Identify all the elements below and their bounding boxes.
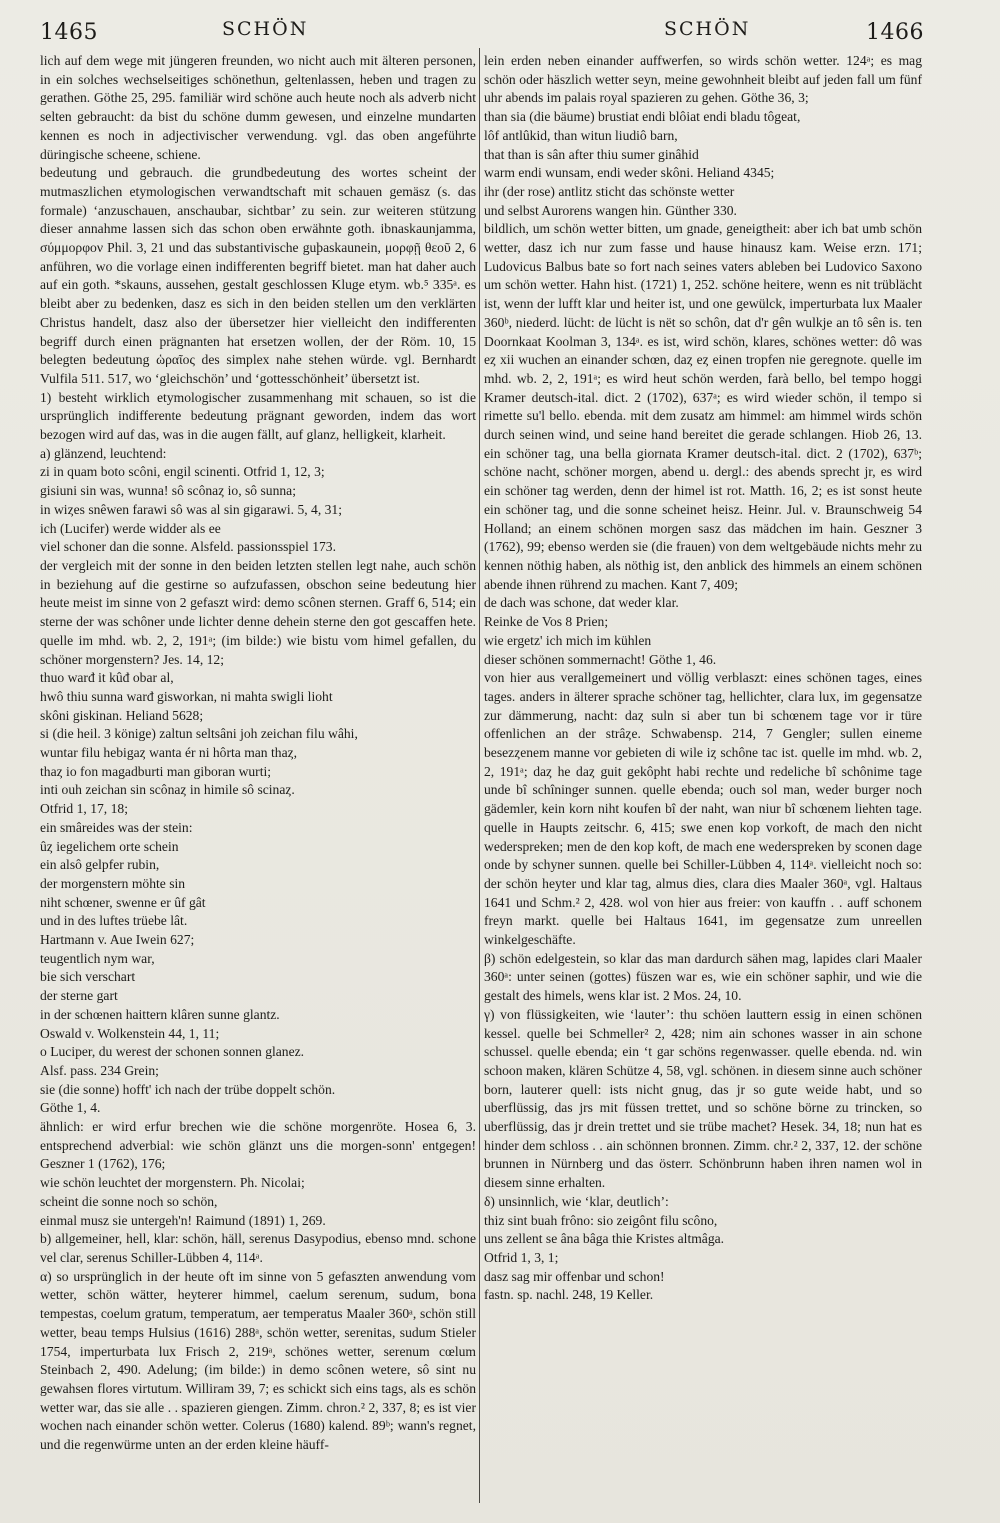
- left-headword: SCHÖN: [222, 18, 309, 40]
- right-column-text: lein erden neben einander auffwerfen, so wirds schön wetter. 124ᵃ; es mag schön oder häszlich wetter seyn, meine gewohnheit bleibt auf jeden fall um fünf uhr abends im palais royal spazieren zu gehen. Göthe 36, 3; than sia (die bäume) brustiat endi blôiat endi bladu tôgeat, lôf antlûkid, than witun liudiô barn, that than is sân after thiu sumer ginâhid warm endi wunsam, endi weder skôni. Heliand 4345; ihr (der rose) antlitz sticht das schönste wetter und selbst Aurorens wangen hin. Günther 330. bildlich, um schön wetter bitten, um gnade, geneigtheit: aber ich bat umb schön wetter, dasz ich nur zum fasse und hause hinausz kam. Weise erzn. 171; Ludovicus Balbus bate so fort nach seines vaters ableben bei Ludovico Saxono um schön wetter. Hahn hist. (1721) 1, 252. schöne heitere, wenn es nit trüblächt ist, wenn der lufft klar und heiter ist, und one gewülck, imperturbata lux Maaler 360ᵇ, niederd. lücht: de lücht is nët so schôn, dat d'r gên wulkje an tô sên is. ten Doornkaat Koolman 3, 134ᵃ. es ist, wird schön, klares, schönes wetter: dô was eȥ xii wuchen an einander schœn, daȥ eȥ einen tropfen nie geregnote. quelle im mhd. wb. 2, 2, 191ᵃ; es wird heut schön werden, farà bello, bel tempo hoggi Kramer deutsch-ital. dict. 2 (1702), 637ᵃ; es wird wieder schön, il tempo si rimette su'l bello. ebenda. mit dem zusatz am himmel: am himmel wirds schön durch seinen wind, und seine hand bereitet die gerade schlangen. Hiob 26, 13. ein schöner tag, una bella giornata Kramer deutsch-ital. dict. 2 (1702), 637ᵇ; schöne nacht, schöner morgen, abend u. dergl.: des abends sprecht jr, es wird ein schöner tag werden, denn der himel ist rot. Matth. 16, 2; es ist sonst heute ein schöner tag, und die sonne scheinet heisz. Heinr. Jul. v. Braunschweig 54 Holland; an einem schönen morgen sasz das mädchen im hain. Geszner 3 (1762), 99; ebenso werden sie (die frauen) von dem weltgebäude nichts mehr zu kennen nöthig haben, als nöthig ist, den anblick des himmels an einem schönen abende ihnen rührend zu machen. Kant 7, 409; de dach was schone, dat weder klar. Reinke de Vos 8 Prien; wie ergetz' ich mich im kühlen dieser schönen sommernacht! Göthe 1, 46. von hier aus verallgemeinert und völlig verblaszt: eines schönen tages, eines tages. anders in älterer sprache schöner tag, hellichter, clara lux, im gegensatze zur dämmerung, nacht: daȥ suln si aber tun bi schœnem tage vor ir türe offenlichen an der strâȥe. Schwabensp. 214, 7 Gengler; sullen eineme besezȥenem manne vor gebieten di wile iȥ schône tac ist. quelle im mhd. wb. 2, 2, 191ᵃ; daȥ he daȥ guit gekôpht habi rechte und redeliche bî schônime tage unde bî schîninger sunnen. quelle ebenda; ouch sol man, weder burger noch gädemler, kein korn niht koufen bî der naht, wan niur bî schœnem liehten tage. quelle in Haupts zeitschr. 6, 415; swe enen kop vorkoft, de mach den nicht wederspreken; men de den kop koft, de mach ene wederspreken by sconen dage onde by schyner sunnen. quelle bei Schiller-Lübben 4, 114ᵃ. vielleicht noch so: der schön heyter und klar tag, almus dies, clara dies Maaler 360ᵃ, vgl. Haltaus 1641 und Schm.² 2, 428. wol von hier aus freier: von kauffn . . auff schonem freyn markt. quelle bei Haltaus 1641, im gegensatze zum unreellen winkelgeschäfte. β) schön edelgestein, so klar das man dardurch sähen mag, lapides clari Maaler 360ᵃ: unter seinen (gottes) füszen war es, wie ein schöner saphir, und wie die gestalt des himels, wens klar ist. 2 Mos. 24, 10. γ) von flüssigkeiten, wie ‘lauter’: thu schöen lauttern essig in einen schönen kessel. quelle bei Schmeller² 2, 428; nim ain schones wasser in ain schone schussel. quelle ebenda; ein ‘t gar schöns regenwasser. quelle ebenda. nd. win schoon maken, klären Schütze 4, 58, vgl. schönen. in diesem sinne auch schöner born, lauterer quell: ists nicht gnug, das jr so gute weide habt, und so uberflüssig, das jrs mit füssen trettet, und so schöne börne zu trincken, so uberflüssig, das jr drein trettet und sie trübe machet? Hesek. 34, 18; nun hat es hinder dem schloss . . ain schönnen bronnen. Zimm. chr.² 2, 337, 12. der schöne brunnen in Nürnberg und das österr. Schönbrunn haben ihren namen wol in diesem sinne erhalten. δ) unsinnlich, wie ‘klar, deutlich’: thiz sint buah frôno: sio zeigônt filu scôno, uns zellent se âna bâga thie Kristes altmâga. Otfrid 1, 3, 1; dasz sag mir offenbar und schon! fastn. sp. nachl. 248, 19 Keller.: [484, 53, 922, 1303]
- left-column-text: lich auf dem wege mit jüngeren freunden, wo nicht auch mit älteren personen, in ein solches wechselseitiges schönethun, geltenlassen, heben und tragen zu gerathen. Göthe 25, 295. familiär wird schöne auch heute noch als adverb nicht selten gebraucht: da bist du schöne dumm gewesen, und einzelne mundarten kennen es noch in adjectivischer verwendung. vgl. das oben angeführte düringische scheene, schiene. bedeutung und gebrauch. die grundbedeutung des wortes scheint der mutmaszlichen etymologischen verwandtschaft mit schauen gemäsz (s. das formale) ‘anzuschauen, anschaubar, sichtbar’ zu sein. zur weiteren stützung dieser annahme lassen sich das schon oben erwähnte goth. ibnaskaunjamma, σύμμορφον Phil. 3, 21 und das substantivische guþaskaunein, μορφῇ θεοῦ 2, 6 anführen, wo die vorlage einen indifferenten begriff bietet. man hat daher auch auf ein goth. *skauns, aussehen, gestalt geschlossen Kluge etym. wb.⁵ 335ᵃ. es bleibt aber zu bedenken, dasz es sich in den beiden stellen um den verklärten Christus handelt, dasz also der übersetzer hier vielleicht den indifferenten begriff durch einen prägnanten hat ersetzen wollen, der der Röm. 10, 15 belegten bedeutung ὡραῖος des simplex nahe stehen würde. vgl. Bernhardt Vulfila 511. 517, wo ‘gleichschön’ und ‘gottesschönheit’ übersetzt ist. 1) besteht wirklich etymologischer zusammenhang mit schauen, so ist die ursprünglich indifferente bedeutung prägnant geworden, indem das wort bezogen wird auf das, was in die augen fällt, auf glanz, helligkeit, klarheit. a) glänzend, leuchtend: zi in quam boto scôni, engil scinenti. Otfrid 1, 12, 3; gisiuni sin was, wunna! sô scônaȥ io, sô sunna; in wiȥes snêwen farawi sô was al sin gigarawi. 5, 4, 31; ich (Lucifer) werde widder als ee viel schoner dan die sonne. Alsfeld. passionsspiel 173. der vergleich mit der sonne in den beiden letzten stellen legt nahe, auch schön in beziehung auf die gestirne so aufzufassen, obschon seine bedeutung hier heute meist im sinne von 2 gefaszt wird: demo scônen sternen. Graff 6, 514; ein sterne der was schôner unde lichter denne dehein sterne den got gescaffen hete. quelle im mhd. wb. 2, 2, 191ᵃ; (im bilde:) wie bistu vom himel gefallen, du schöner morgenstern? Jes. 14, 12; thuo warđ it kûđ obar al, hwô thiu sunna warđ gisworkan, ni mahta swigli lioht skôni giskinan. Heliand 5628; si (die heil. 3 könige) zaltun seltsâni joh zeichan filu wâhi, wuntar filu hebigaȥ wanta ér ni hôrta man thaȥ, thaȥ io fon magadburti man giboran wurti; inti ouh zeichan sin scônaȥ in himile sô scinaȥ. Otfrid 1, 17, 18; ein smâreides was der stein: ûȥ iegelichem orte schein ein alsô gelpfer rubin, der morgenstern möhte sin niht schœner, swenne er ûf gât und in des luftes trüebe lât. Hartmann v. Aue Iwein 627; teugentlich nym war, bie sich verschart der sterne gart in der schœnen haittern klâren sunne glantz. Oswald v. Wolkenstein 44, 1, 11; o Luciper, du werest der schonen sonnen glanez. Alsf. pass. 234 Grein; sie (die sonne) hofft' ich nach der trübe doppelt schön. Göthe 1, 4. ähnlich: er wird erfur brechen wie die schöne morgenröte. Hosea 6, 3. entsprechend adverbial: wie schön glänzt uns die morgen-sonn' entgegen! Geszner 1 (1762), 176; wie schön leuchtet der morgenstern. Ph. Nicolai; scheint die sonne noch so schön, einmal musz sie untergeh'n! Raimund (1891) 1, 269. b) allgemeiner, hell, klar: schön, häll, serenus Dasypodius, ebenso mnd. schone vel clar, serenus Schiller-Lübben 4, 114ᵃ. α) so ursprünglich in der heute oft im sinne von 5 gefaszten anwendung vom wetter, schön wätter, heyterer himmel, caelum serenum, sudum, bona tempestas, coelum gratum, temperatum, aer temperatus Maaler 360ᵃ, schön still wetter, beau temps Hulsius (1616) 288ᵃ, schön wetter, serenitas, sudum Stieler 1754, imperturbata lux Frisch 2, 219ᵃ, schönes wetter, serenum cœlum Steinbach 2, 490. Adelung; (im bilde:) in demo scônen wetere, sô sint nu gewahsen flores virtutum. Williram 39, 7; es schickt sich eins tags, als es schön wetter war, das sie alle . . spazieren giengen. Zimm. chron.² 2, 337, 8; es ist vier wochen nach einander schön wetter. Colerus (1680) kalend. 89ᵇ; wann's regnet, und die regenwürme unten an der erden kleine häuff-: [40, 53, 476, 1453]
- left-page-number: 1465: [40, 20, 98, 45]
- column-divider: [479, 48, 480, 1503]
- right-page-number: 1466: [866, 20, 924, 45]
- right-headword: SCHÖN: [664, 18, 751, 40]
